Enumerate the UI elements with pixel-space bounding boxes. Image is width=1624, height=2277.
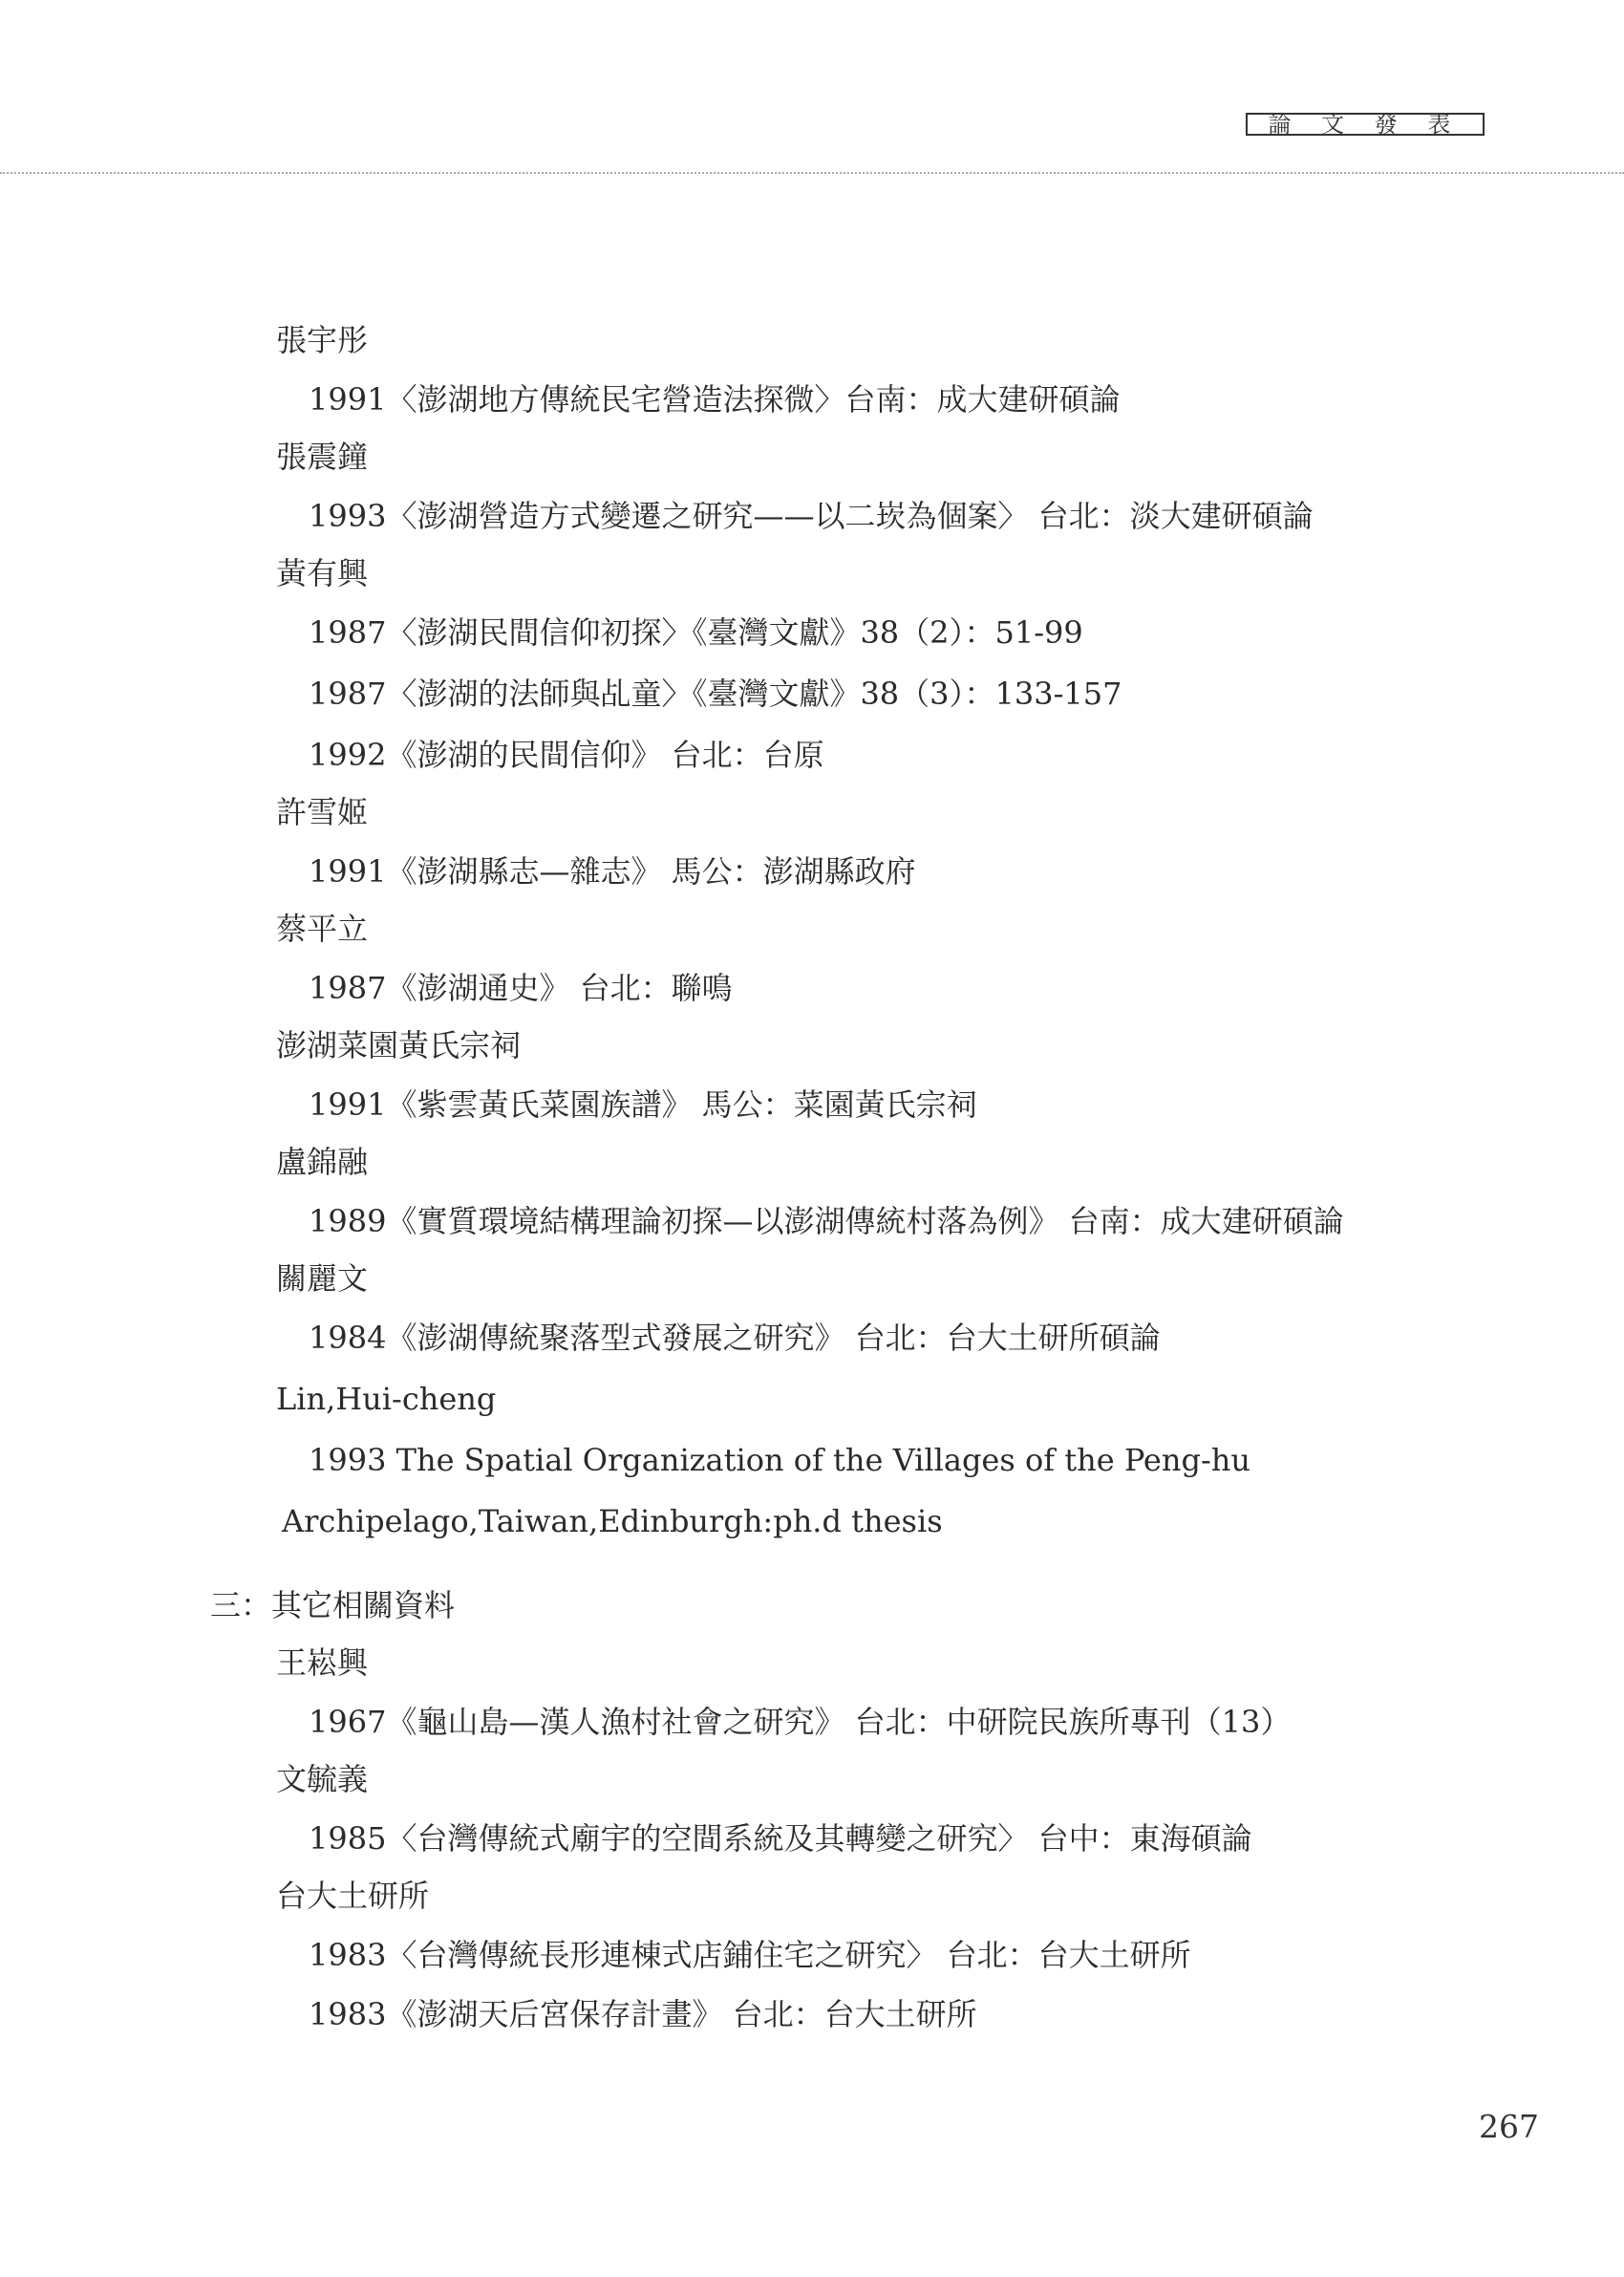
- section-heading: 三：其它相關資料: [210, 1587, 456, 1623]
- reference-entry: 1987《澎湖通史》 台北：聯鳴: [309, 970, 733, 1006]
- reference-entry-continued: Archipelago,Taiwan,Edinburgh:ph.d thesis: [282, 1503, 943, 1539]
- reference-entry: 1987〈澎湖的法師與乩童〉《臺灣文獻》38（3）：133-157: [309, 676, 1122, 712]
- reference-entry: 1983〈台灣傳統長形連棟式店鋪住宅之研究〉 台北：台大土研所: [309, 1937, 1191, 1973]
- reference-entry: 1991《澎湖縣志—雜志》 馬公：澎湖縣政府: [309, 853, 916, 890]
- author-name: 蔡平立: [276, 911, 369, 947]
- reference-entry: 1991《紫雲黃氏菜園族譜》 馬公：菜園黃氏宗祠: [309, 1086, 977, 1123]
- author-name: 王崧興: [276, 1644, 369, 1681]
- reference-entry: 1984《澎湖傳統聚落型式發展之研究》 台北：台大土研所碩論: [309, 1320, 1161, 1356]
- header-divider: [0, 172, 1624, 174]
- author-name: Lin,Hui-cheng: [276, 1381, 497, 1417]
- reference-entry: 1967《龜山島—漢人漁村社會之研究》 台北：中研院民族所專刊（13）: [309, 1704, 1292, 1740]
- reference-entry: 1985〈台灣傳統式廟宇的空間系統及其轉變之研究〉 台中：東海碩論: [309, 1820, 1252, 1857]
- author-name: 關麗文: [276, 1260, 369, 1297]
- author-name: 文毓義: [276, 1761, 369, 1797]
- reference-entry: 1992《澎湖的民間信仰》 台北：台原: [309, 737, 824, 773]
- section-header-label: 論 文 發 表: [1246, 113, 1485, 136]
- reference-entry: 1987〈澎湖民間信仰初探〉《臺灣文獻》38（2）：51-99: [309, 614, 1083, 651]
- page-number: 267: [1479, 2108, 1539, 2145]
- author-name: 張震鐘: [276, 439, 369, 475]
- author-name: 黃有興: [276, 555, 369, 591]
- author-name: 澎湖菜園黃氏宗祠: [276, 1027, 522, 1063]
- reference-entry: 1993 The Spatial Organization of the Villages of the Peng-hu: [309, 1442, 1250, 1478]
- author-name: 許雪姬: [276, 794, 369, 830]
- reference-entry: 1983《澎湖天后宮保存計畫》 台北：台大土研所: [309, 1996, 977, 2032]
- author-name: 盧錦融: [276, 1144, 369, 1180]
- reference-entry: 1989《實質環境結構理論初探—以澎湖傳統村落為例》 台南：成大建研碩論: [309, 1203, 1344, 1239]
- author-name: 張宇彤: [276, 322, 369, 358]
- author-name: 台大土研所: [276, 1878, 430, 1914]
- reference-entry: 1991〈澎湖地方傳統民宅營造法探微〉台南：成大建研碩論: [309, 381, 1121, 418]
- reference-entry: 1993〈澎湖營造方式變遷之研究——以二崁為個案〉 台北：淡大建研碩論: [309, 498, 1314, 534]
